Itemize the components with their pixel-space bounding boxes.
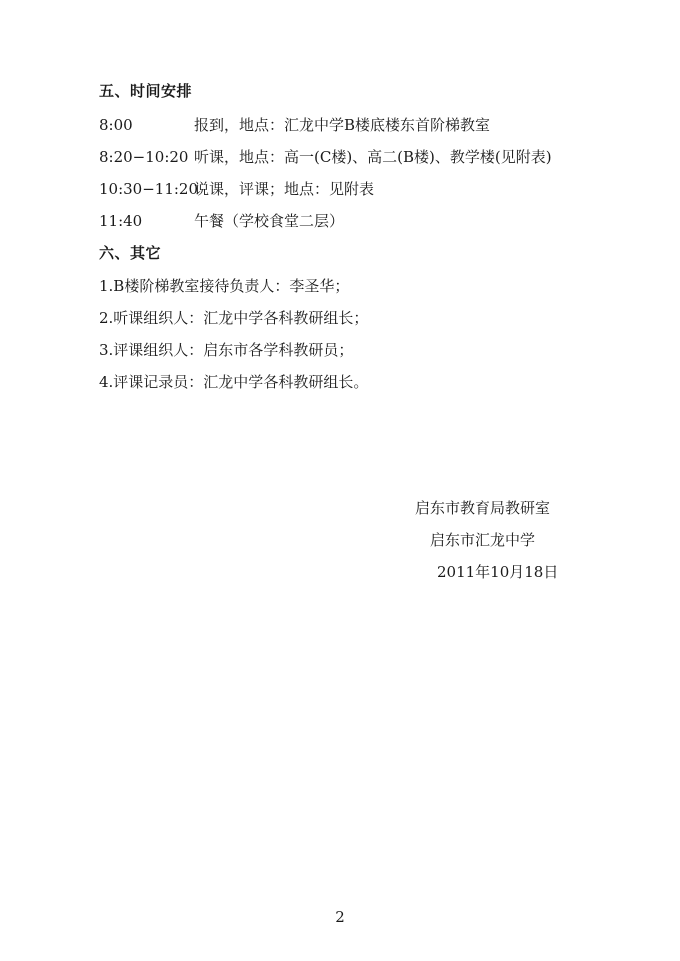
schedule-text: 报到，地点：汇龙中学B楼底楼东首阶梯教室	[194, 116, 491, 134]
schedule-row	[99, 178, 374, 199]
schedule-text: 听课，地点：高一(C楼)、高二(B楼)、教学楼(见附表)	[194, 148, 552, 166]
schedule-row	[99, 114, 490, 135]
list-item: 1.B楼阶梯教室接待负责人：李圣华；	[99, 277, 350, 295]
signature-date: 2011年10月18日	[437, 563, 559, 581]
schedule-time: 8:20−10:20	[99, 148, 189, 166]
schedule-time: 10:30−11:20	[99, 180, 199, 198]
schedule-time: 11:40	[99, 212, 143, 230]
schedule-text: 午餐（学校食堂二层）	[194, 212, 345, 230]
signature-org-1: 启东市教育局教研室	[415, 499, 551, 517]
section-heading-other: 六、其它	[99, 244, 162, 262]
list-item: 4.评课记录员：汇龙中学各科教研组长。	[99, 373, 369, 391]
page-number: 2	[335, 908, 345, 926]
schedule-row	[99, 210, 344, 231]
section-heading-schedule: 五、时间安排	[99, 82, 193, 100]
signature-org-2: 启东市汇龙中学	[430, 531, 536, 549]
schedule-row	[99, 146, 552, 167]
list-item: 3.评课组织人：启东市各学科教研员；	[99, 341, 354, 359]
schedule-time: 8:00	[99, 116, 133, 134]
list-item: 2.听课组织人：汇龙中学各科教研组长；	[99, 309, 369, 327]
schedule-text: 说课，评课；地点：见附表	[194, 180, 375, 198]
